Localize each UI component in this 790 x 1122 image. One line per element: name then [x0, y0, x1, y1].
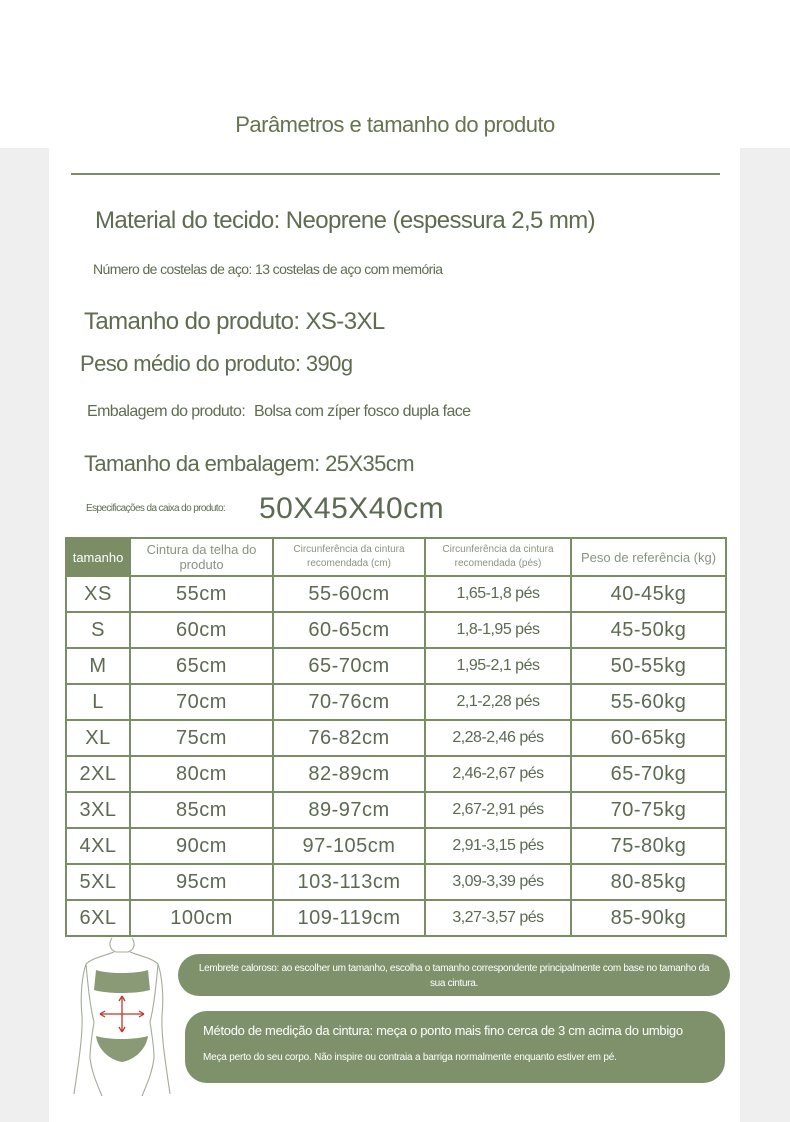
cell-size: 3XL: [66, 792, 130, 828]
method-title: Método de medição da cintura: meça o ponto mais fino cerca de 3 cm acima do umbigo: [203, 1023, 683, 1038]
spec-packaging-value: Bolsa com zíper fosco dupla face: [254, 403, 471, 420]
header-waist-cm: Circunferência da cintura recomendada (cm): [273, 538, 425, 576]
cell-waist-cm: 65-70cm: [273, 648, 425, 684]
cell-waist-cm: 97-105cm: [273, 828, 425, 864]
cell-size: L: [66, 684, 130, 720]
cell-waist-feet: 2,46-2,67 pés: [425, 756, 571, 792]
waist-measurement-figure-icon: [68, 936, 176, 1098]
cell-weight: 55-60kg: [571, 684, 726, 720]
cell-product-waist: 65cm: [130, 648, 273, 684]
page-title: Parâmetros e tamanho do produto: [235, 112, 555, 137]
title-divider: [71, 173, 720, 175]
cell-weight: 65-70kg: [571, 756, 726, 792]
cell-product-waist: 75cm: [130, 720, 273, 756]
spec-package-size: Tamanho da embalagem: 25X35cm: [84, 451, 414, 476]
cell-weight: 80-85kg: [571, 864, 726, 900]
cell-weight: 85-90kg: [571, 900, 726, 936]
table-row: [66, 828, 726, 864]
cell-product-waist: 100cm: [130, 900, 273, 936]
cell-product-waist: 95cm: [130, 864, 273, 900]
cell-product-waist: 55cm: [130, 576, 273, 612]
cell-product-waist: 85cm: [130, 792, 273, 828]
cell-waist-cm: 82-89cm: [273, 756, 425, 792]
spec-box-label: Especificações da caixa do produto:: [86, 503, 226, 514]
cell-waist-cm: 70-76cm: [273, 684, 425, 720]
cell-waist-cm: 55-60cm: [273, 576, 425, 612]
cell-product-waist: 60cm: [130, 612, 273, 648]
table-row: [66, 864, 726, 900]
spec-packaging-label: Embalagem do produto:: [87, 403, 246, 420]
cell-waist-cm: 109-119cm: [273, 900, 425, 936]
header-weight: Peso de referência (kg): [571, 538, 726, 576]
cell-product-waist: 70cm: [130, 684, 273, 720]
cell-waist-cm: 76-82cm: [273, 720, 425, 756]
cell-waist-feet: 1,65-1,8 pés: [425, 576, 571, 612]
cell-weight: 45-50kg: [571, 612, 726, 648]
reminder-note: [178, 954, 730, 996]
cell-waist-feet: 2,91-3,15 pés: [425, 828, 571, 864]
spec-box-value: 50X45X40cm: [259, 492, 445, 525]
header-product-waist: Cintura da telha do produto: [130, 538, 273, 576]
cell-product-waist: 80cm: [130, 756, 273, 792]
cell-waist-feet: 2,28-2,46 pés: [425, 720, 571, 756]
cell-weight: 60-65kg: [571, 720, 726, 756]
spec-size: Tamanho do produto: XS-3XL: [84, 308, 385, 335]
cell-weight: 70-75kg: [571, 792, 726, 828]
cell-size: 5XL: [66, 864, 130, 900]
cell-size: M: [66, 648, 130, 684]
header-size: tamanho: [66, 538, 130, 576]
cell-waist-feet: 2,1-2,28 pés: [425, 684, 571, 720]
cell-waist-cm: 103-113cm: [273, 864, 425, 900]
cell-waist-feet: 1,8-1,95 pés: [425, 612, 571, 648]
cell-weight: 50-55kg: [571, 648, 726, 684]
reminder-text: Lembrete caloroso: ao escolher um tamanho, escolha o tamanho correspondente principalmente com base no tamanho da sua cintura.: [198, 963, 710, 989]
cell-size: S: [66, 612, 130, 648]
table-row: [66, 612, 726, 648]
spec-material: Material do tecido: Neoprene (espessura 2,5 mm): [95, 207, 596, 234]
spec-weight: Peso médio do produto: 390g: [80, 351, 353, 376]
cell-waist-feet: 3,09-3,39 pés: [425, 864, 571, 900]
cell-size: 2XL: [66, 756, 130, 792]
cell-waist-cm: 89-97cm: [273, 792, 425, 828]
measurement-method-note: [185, 1011, 725, 1083]
table-row: [66, 648, 726, 684]
cell-product-waist: 90cm: [130, 828, 273, 864]
cell-size: 6XL: [66, 900, 130, 936]
table-header-row: [66, 538, 726, 576]
cell-waist-cm: 60-65cm: [273, 612, 425, 648]
method-detail: Meça perto do seu corpo. Não inspire ou contraia a barriga normalmente enquanto estiver em pé.: [203, 1052, 617, 1063]
table-row: [66, 792, 726, 828]
cell-waist-feet: 1,95-2,1 pés: [425, 648, 571, 684]
table-row: [66, 576, 726, 612]
cell-waist-feet: 2,67-2,91 pés: [425, 792, 571, 828]
size-table: [65, 537, 727, 937]
cell-weight: 40-45kg: [571, 576, 726, 612]
spec-ribs: Número de costelas de aço: 13 costelas de aço com memória: [93, 261, 443, 277]
cell-size: XS: [66, 576, 130, 612]
table-row: [66, 756, 726, 792]
table-row: [66, 684, 726, 720]
cell-size: XL: [66, 720, 130, 756]
table-row: [66, 720, 726, 756]
table-row: [66, 900, 726, 936]
cell-weight: 75-80kg: [571, 828, 726, 864]
cell-waist-feet: 3,27-3,57 pés: [425, 900, 571, 936]
cell-size: 4XL: [66, 828, 130, 864]
header-waist-feet: Circunferência da cintura recomendada (pés): [425, 538, 571, 576]
